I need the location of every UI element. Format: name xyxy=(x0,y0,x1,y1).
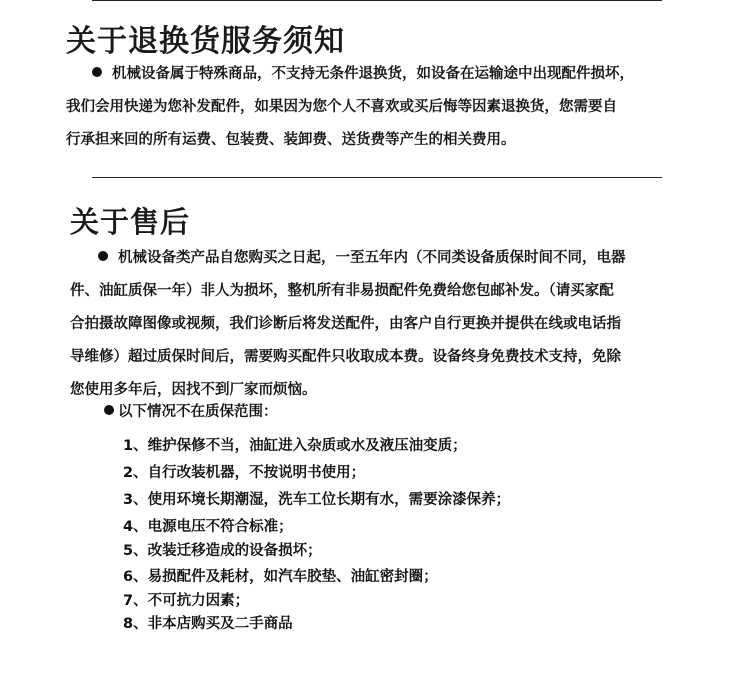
bullet-icon xyxy=(92,67,102,77)
section-divider xyxy=(92,177,662,178)
exclusion-item-7: 7、不可抗力因素； xyxy=(123,593,250,609)
exclusion-item-6: 6、易损配件及耗材，如汽车胶垫、油缸密封圈； xyxy=(123,569,438,585)
exclusion-item-8: 8、非本店购买及二手商品 xyxy=(123,616,293,632)
after-sales-line-4: 导维修）超过质保时间后，需要购买配件只收取成本费。设备终身免费技术支持，免除 xyxy=(70,349,621,365)
exclusion-item-1: 1、维护保修不当，油缸进入杂质或水及液压油变质； xyxy=(123,438,467,454)
bullet-icon xyxy=(98,251,108,261)
after-sales-line-5: 您使用多年后，因找不到厂家而烦恼。 xyxy=(70,382,317,398)
exclusion-item-5: 5、改装迁移造成的设备损坏； xyxy=(123,543,322,559)
returns-paragraph xyxy=(66,58,634,157)
exclusion-item-3: 3、使用环境长期潮湿，洗车工位长期有水，需要涂漆保养； xyxy=(123,492,511,508)
exclusion-item-4: 4、电源电压不符合标准； xyxy=(123,519,293,535)
after-sales-paragraph xyxy=(70,242,626,407)
after-sales-line-1: 机械设备类产品自您购买之日起，一至五年内（不同类设备质保时间不同，电器 xyxy=(70,242,626,275)
top-divider xyxy=(92,0,662,1)
returns-notice-title: 关于退换货服务须知 xyxy=(66,24,345,59)
after-sales-line-3: 合拍摄故障图像或视频，我们诊断后将发送配件，由客户自行更换并提供在线或电话指 xyxy=(70,316,621,332)
returns-line-1: 机械设备属于特殊商品，不支持无条件退换货，如设备在运输途中出现配件损坏， xyxy=(66,58,634,91)
bullet-icon xyxy=(104,405,114,415)
exclusion-item-2: 2、自行改装机器，不按说明书使用； xyxy=(123,465,366,481)
after-sales-line-2: 件、油缸质保一年）非人为损坏，整机所有非易损配件免费给您包邮补发。（请买家配 xyxy=(70,283,614,299)
returns-line-3: 行承担来回的所有运费、包装费、装卸费、送货费等产生的相关费用。 xyxy=(66,132,516,148)
returns-line-2: 我们会用快递为您补发配件，如果因为您个人不喜欢或买后悔等因素退换货，您需要自 xyxy=(66,99,617,115)
exclusions-heading: 以下情况不在质保范围： xyxy=(104,402,278,422)
after-sales-title: 关于售后 xyxy=(70,205,191,239)
